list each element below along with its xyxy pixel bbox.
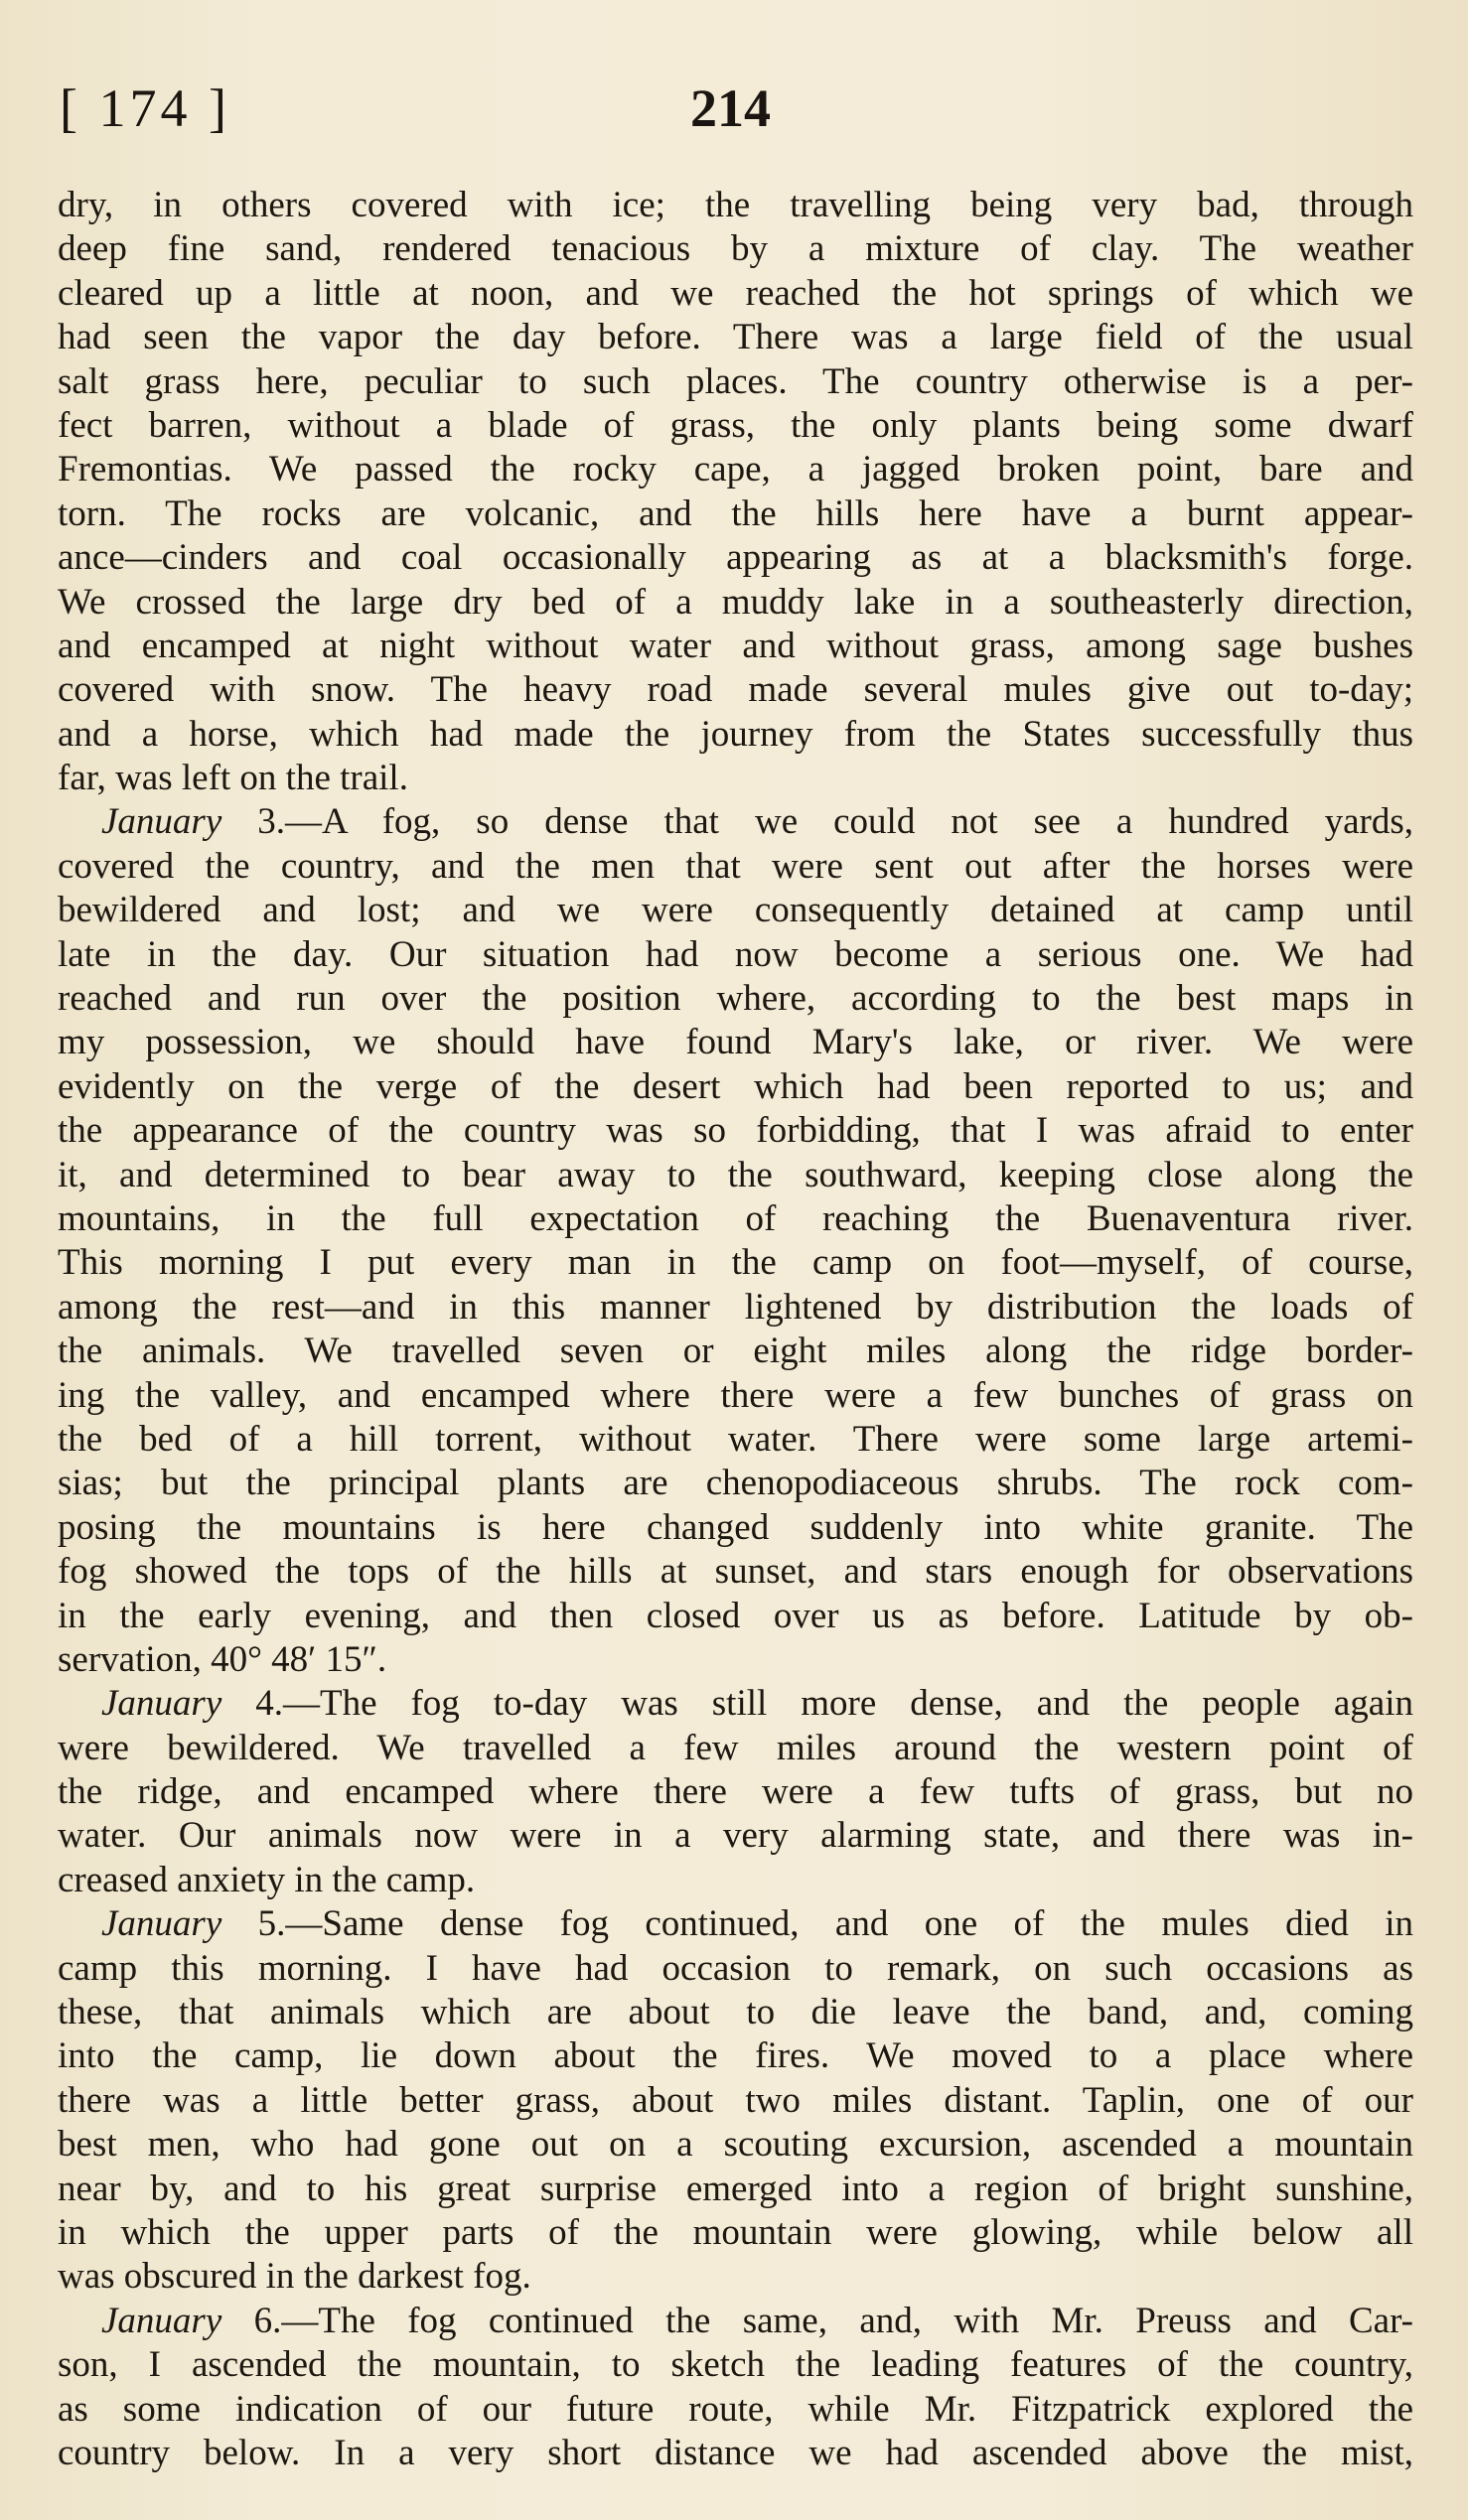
entry-date: January	[101, 1903, 222, 1945]
text-line: near by, and to his great surprise emerged into a region of bright sunshine,	[58, 2168, 1413, 2209]
text-line: as some indication of our future route, while Mr. Fitzpatrick explored the	[58, 2388, 1413, 2430]
entry-first-line	[58, 2300, 1413, 2343]
text-line: was obscured in the darkest fog.	[58, 2256, 531, 2298]
text-line: cleared up a little at noon, and we reached the hot springs of which we	[58, 272, 1413, 314]
text-line: the appearance of the country was so forbidding, that I was afraid to enter	[58, 1110, 1413, 1152]
text-line: far, was left on the trail.	[58, 758, 408, 799]
page-number: 214	[690, 78, 771, 138]
entry-text: 4.—The fog to-day was still more dense, and the people again	[255, 1683, 1413, 1725]
text-line: the bed of a hill torrent, without water. There were some large artemi-	[58, 1418, 1413, 1460]
text-line: were bewildered. We travelled a few miles around the western point of	[58, 1727, 1413, 1768]
text-line: This morning I put every man in the camp on foot—myself, of course,	[58, 1242, 1413, 1284]
entry-first-line	[58, 1682, 1413, 1726]
entry-first-line	[58, 1902, 1413, 1946]
text-line: Fremontias. We passed the rocky cape, a jagged broken point, bare and	[58, 449, 1413, 490]
entry-date: January	[101, 1683, 222, 1725]
text-line: fog showed the tops of the hills at sunset, and stars enough for observations	[58, 1551, 1413, 1593]
entry-date: January	[101, 801, 222, 843]
text-line: bewildered and lost; and we were consequently detained at camp until	[58, 890, 1413, 931]
text-line: among the rest—and in this manner lightened by distribution the loads of	[58, 1286, 1413, 1328]
text-line: into the camp, lie down about the fires. We moved to a place where	[58, 2035, 1413, 2077]
text-line: posing the mountains is here changed suddenly into white granite. The	[58, 1506, 1413, 1548]
entry-text: 5.—Same dense fog continued, and one of the mules died in	[257, 1903, 1413, 1945]
entry-date: January	[101, 2300, 222, 2341]
text-line: in which the upper parts of the mountain were glowing, while below all	[58, 2211, 1413, 2253]
text-line: late in the day. Our situation had now become a serious one. We had	[58, 933, 1413, 975]
text-line: best men, who had gone out on a scouting excursion, ascended a mountain	[58, 2124, 1413, 2166]
text-line: the ridge, and encamped where there were a few tufts of grass, but no	[58, 1771, 1413, 1813]
text-line: there was a little better grass, about two miles distant. Taplin, one of our	[58, 2079, 1413, 2121]
text-line: evidently on the verge of the desert which had been reported to us; and	[58, 1065, 1413, 1107]
text-line: creased anxiety in the camp.	[58, 1859, 476, 1900]
text-line: it, and determined to bear away to the southward, keeping close along the	[58, 1154, 1413, 1195]
entry-text: 6.—The fog continued the same, and, with Mr. Preuss and Car-	[253, 2300, 1413, 2341]
text-line: ing the valley, and encamped where there were a few bunches of grass on	[58, 1374, 1413, 1416]
text-line: torn. The rocks are volcanic, and the hills here have a burnt appear-	[58, 492, 1413, 534]
text-line: sias; but the principal plants are chenopodiaceous shrubs. The rock com-	[58, 1463, 1413, 1504]
text-line: camp this morning. I have had occasion to remark, on such occasions as	[58, 1947, 1413, 1989]
text-line: reached and run over the position where, according to the best maps in	[58, 978, 1413, 1020]
text-line: the animals. We travelled seven or eight miles along the ridge border-	[58, 1330, 1413, 1372]
text-line: dry, in others covered with ice; the travelling being very bad, through	[58, 185, 1413, 225]
text-line: covered with snow. The heavy road made several mules give out to-day;	[58, 669, 1413, 711]
text-line: mountains, in the full expectation of reaching the Buenaventura river.	[58, 1197, 1413, 1239]
entry-first-line	[58, 800, 1413, 844]
text-line: covered the country, and the men that were sent out after the horses were	[58, 845, 1413, 887]
bracketed-page-number: [ 174 ]	[60, 78, 230, 138]
text-line: in the early evening, and then closed over us as before. Latitude by ob-	[58, 1595, 1413, 1636]
text-line: these, that animals which are about to die leave the band, and, coming	[58, 1992, 1413, 2033]
text-line: my possession, we should have found Mary's lake, or river. We were	[58, 1022, 1413, 1063]
text-line: ance—cinders and coal occasionally appearing as at a blacksmith's forge.	[58, 537, 1413, 579]
text-line: country below. In a very short distance we had ascended above the mist,	[58, 2432, 1413, 2473]
text-line: deep fine sand, rendered tenacious by a mixture of clay. The weather	[58, 228, 1413, 270]
page-body	[58, 184, 1413, 2475]
text-line: servation, 40° 48′ 15″.	[58, 1638, 387, 1680]
page-header	[60, 77, 1430, 147]
text-line: salt grass here, peculiar to such places. The country otherwise is a per-	[58, 360, 1413, 402]
entry-text: 3.—A fog, so dense that we could not see a hundred yards,	[257, 801, 1413, 843]
text-line: We crossed the large dry bed of a muddy lake in a southeasterly direction,	[58, 581, 1413, 623]
text-line: and a horse, which had made the journey from the States successfully thus	[58, 713, 1413, 755]
text-line: son, I ascended the mountain, to sketch the leading features of the country,	[58, 2344, 1413, 2386]
text-line: and encamped at night without water and without grass, among sage bushes	[58, 625, 1413, 666]
text-line: fect barren, without a blade of grass, the only plants being some dwarf	[58, 404, 1413, 446]
text-line: water. Our animals now were in a very alarming state, and there was in-	[58, 1815, 1413, 1857]
text-line: had seen the vapor the day before. There was a large field of the usual	[58, 317, 1413, 358]
